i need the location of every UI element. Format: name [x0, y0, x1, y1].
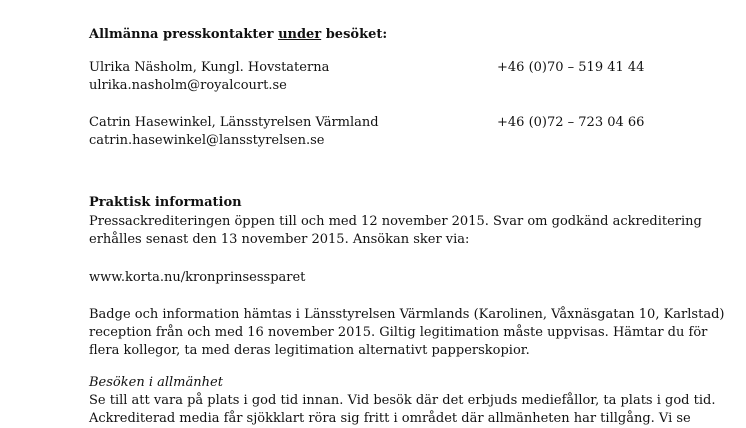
paragraph-line: Badge och information hämtas i Länsstyrelsen Värmlands (Karolinen, Våxnäsgatan 10, Karlstad) — [89, 307, 725, 322]
heading-underlined-text: under — [278, 27, 322, 42]
paragraph-line: erhålles senast den 13 november 2015. Ansökan sker via: — [89, 232, 470, 247]
paragraph-line: Pressackrediteringen öppen till och med 12 november 2015. Svar om godkänd ackreditering — [89, 214, 702, 229]
registration-url: www.korta.nu/kronprinsessparet — [89, 270, 306, 285]
press-contacts-heading — [89, 26, 387, 44]
contact-email: catrin.hasewinkel@lansstyrelsen.se — [89, 133, 325, 148]
practical-heading: Praktisk information — [89, 195, 242, 210]
paragraph-line: Ackrediterad media får sjökklart röra sig fritt i området där allmänheten har tillgång. Vi se — [89, 411, 691, 426]
paragraph-line: flera kollegor, ta med deras legitimation alternativt papperskopior. — [89, 343, 530, 358]
contact-phone: +46 (0)72 – 723 04 66 — [497, 115, 645, 130]
contact-name: Catrin Hasewinkel, Länsstyrelsen Värmland — [89, 115, 379, 130]
paragraph-line: Se till att vara på plats i god tid innan. Vid besök där det erbjuds mediefållor, ta plats i god tid. — [89, 393, 716, 408]
heading-text-end: besöket: — [321, 27, 388, 42]
contact-name: Ulrika Näsholm, Kungl. Hovstaterna — [89, 60, 330, 75]
visits-subheading: Besöken i allmänhet — [89, 375, 223, 390]
paragraph-line: reception från och med 16 november 2015. Giltig legitimation måste uppvisas. Hämtar du för — [89, 325, 708, 340]
heading-text: Allmänna presskontakter — [89, 27, 279, 42]
contact-email: ulrika.nasholm@royalcourt.se — [89, 78, 287, 93]
contact-phone: +46 (0)70 – 519 41 44 — [497, 60, 645, 75]
